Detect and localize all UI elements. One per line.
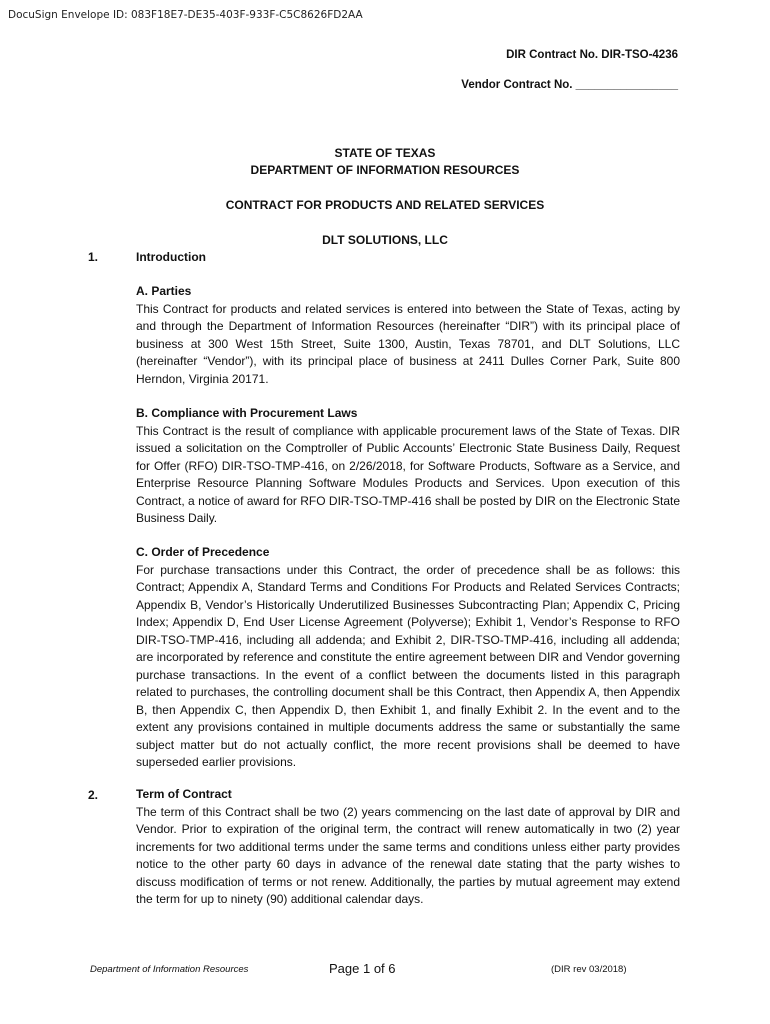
subsection-c-text: For purchase transactions under this Contract, the order of precedence shall be as follows: this Contract; Appendix A, Standard Terms and Conditions For Products and Related Services Contracts; Appendix B, Vendor’s Historically Underutilized Businesses Subcontracting Plan; Appendix C, Pricing Index; Appendix D, End User License Agreement (Polyverse); Exhibit 1, Vendor’s Response to RFO DIR-TSO-TMP-416, including all addenda; and Exhibit 2, DIR-TSO-TMP-416, including all addenda; are incorporated by reference and constitute the entire agreement between DIR and Vendor governing purchase transactions. In the event of a conflict between the documents listed in this paragraph related to purchases, the controlling document shall be this Contract, then Appendix A, then Appendix B, then Appendix C, then Appendix D, then Exhibit 1, and finally Exhibit 2. In the event and to the extent any provisions contained in multiple documents address the same or substantially the same subject matter but do not actually conflict, the more recent provisions shall be deemed to have superseded earlier provisions. bbox=[136, 562, 680, 769]
subsection-a-heading: A. Parties bbox=[136, 284, 192, 298]
title-vendor: DLT SOLUTIONS, LLC bbox=[322, 233, 448, 247]
section-1b bbox=[136, 405, 680, 528]
section-2 bbox=[136, 786, 680, 909]
title-contract-type: CONTRACT FOR PRODUCTS AND RELATED SERVICES bbox=[225, 198, 545, 212]
subsection-b-text: This Contract is the result of compliance with applicable procurement laws of the State of Texas. DIR issued a solicitation on the Comptroller of Public Accounts’ Electronic State Business Daily, Request for Offer (RFO) DIR-TSO-TMP-416, on 2/26/2018, for Software Products, Software as a Service, and Enterprise Resource Planning Software Modules Products and Services. Upon execution of this Contract, a notice of award for RFO DIR-TSO-TMP-416 shall be posted by DIR on the Electronic State Business Daily. bbox=[136, 423, 680, 525]
subsection-b-heading: B. Compliance with Procurement Laws bbox=[136, 406, 358, 420]
page-number: Page 1 of 6 bbox=[329, 961, 396, 976]
vendor-contract-number: Vendor Contract No. ________________ bbox=[461, 79, 678, 91]
section-2-title: Term of Contract bbox=[136, 787, 232, 801]
section-2-text: The term of this Contract shall be two (2) years commencing on the last date of approval by DIR and Vendor. Prior to expiration of the original term, the contract will renew automatically in two (2) year increments for two additional terms under the same terms and conditions unless either party provides notice to the other party 60 days in advance of the renewal date stating that the party wishes to discuss modification of terms or not renew. Additionally, the parties by mutual agreement may extend the term for up to ninety (90) additional calendar days. bbox=[136, 804, 680, 906]
title-department: DEPARTMENT OF INFORMATION RESOURCES bbox=[250, 163, 520, 177]
dir-contract-number: DIR Contract No. DIR-TSO-4236 bbox=[506, 49, 678, 61]
envelope-id: DocuSign Envelope ID: 083F18E7-DE35-403F-933F-C5C8626FD2AA bbox=[8, 9, 363, 21]
subsection-c-heading: C. Order of Precedence bbox=[136, 545, 270, 559]
section-1a bbox=[136, 283, 680, 388]
section-1c bbox=[136, 544, 680, 772]
subsection-a-text: This Contract for products and related services is entered into between the State of Texas, acting by and through the Department of Information Resources (hereinafter “DIR”) with its principal place of business at 300 West 15th Street, Suite 1300, Austin, Texas 78701, and DLT Solutions, LLC (hereinafter “Vendor”), with its principal place of business at 2411 Dulles Corner Park, Suite 800 Herndon, Virginia 20171. bbox=[136, 301, 680, 386]
section-1-title: Introduction bbox=[136, 250, 206, 264]
footer-revision: (DIR rev 03/2018) bbox=[551, 964, 627, 975]
section-2-number: 2. bbox=[88, 788, 99, 802]
footer-department: Department of Information Resources bbox=[90, 964, 249, 975]
section-1-number: 1. bbox=[88, 250, 99, 264]
title-state: STATE OF TEXAS bbox=[334, 146, 436, 160]
